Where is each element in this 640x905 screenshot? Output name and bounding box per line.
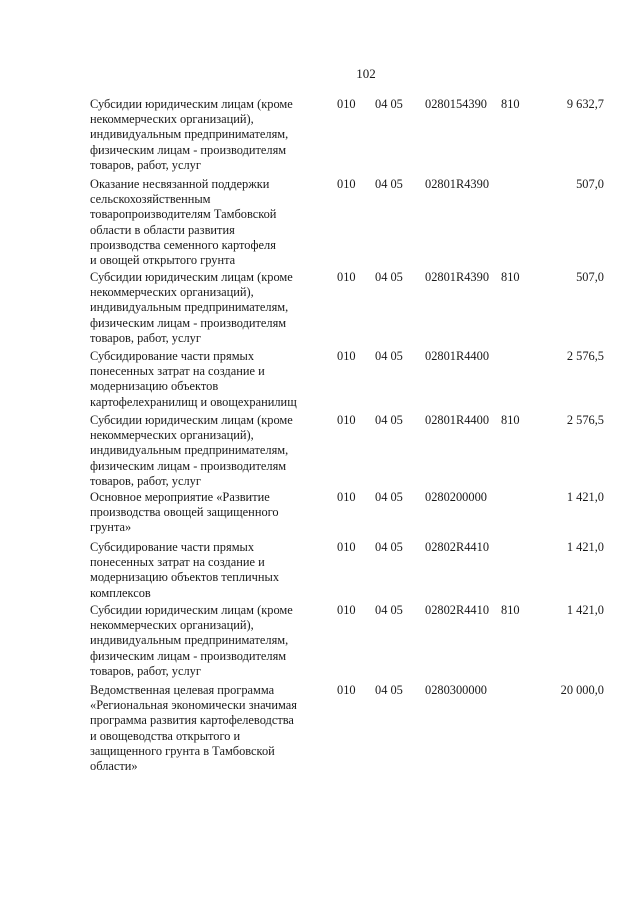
row-name-line: физическим лицам - производителям	[90, 315, 287, 330]
row-name-line: Ведомственная целевая программа	[90, 683, 275, 697]
row-target-code: 0280154390	[425, 97, 487, 111]
row-amount: 1 421,0	[566, 540, 604, 554]
row-expense-type: 810	[501, 413, 520, 427]
row-name-line: Субсидии юридическим лицам (кроме	[90, 603, 293, 617]
row-amount: 1 421,0	[566, 603, 604, 617]
row-name-line: области в области развития	[90, 222, 235, 237]
row-target-code: 0280300000	[425, 683, 487, 697]
row-target-code: 0280200000	[425, 490, 487, 504]
row-name-line: физическим лицам - производителям	[90, 142, 287, 157]
row-section: 04 05	[375, 349, 403, 363]
row-ministry: 010	[337, 603, 356, 617]
row-name-line: некоммерческих организаций),	[90, 618, 254, 633]
row-name-line: производства овощей защищенного	[90, 505, 279, 520]
row-section: 04 05	[375, 540, 403, 554]
row-target-code: 02802R4410	[425, 540, 490, 554]
row-section: 04 05	[375, 490, 403, 504]
row-name	[90, 97, 322, 173]
row-name-line: физическим лицам - производителям	[90, 648, 287, 663]
row-name-line: области»	[90, 759, 138, 774]
row-target-code: 02801R4390	[425, 270, 490, 284]
row-name	[90, 349, 322, 410]
row-name-line: понесенных затрат на создание и	[90, 364, 265, 379]
row-target-code: 02801R4400	[425, 349, 490, 363]
row-name-line: картофелехранилищ и овощехранилищ	[90, 394, 297, 409]
row-section: 04 05	[375, 270, 403, 284]
row-section: 04 05	[375, 603, 403, 617]
row-ministry: 010	[337, 97, 356, 111]
row-section: 04 05	[375, 413, 403, 427]
row-target-code: 02801R4390	[425, 177, 490, 191]
row-name-line: сельскохозяйственным	[90, 192, 211, 207]
row-name-line: некоммерческих организаций),	[90, 428, 254, 443]
row-name-line: программа развития картофелеводства	[90, 713, 294, 728]
row-name	[90, 603, 322, 679]
row-name-line: индивидуальным предпринимателям,	[90, 633, 289, 648]
row-ministry: 010	[337, 413, 356, 427]
row-amount: 2 576,5	[566, 349, 604, 363]
row-name-line: товаров, работ, услуг	[90, 663, 201, 678]
row-expense-type: 810	[501, 603, 520, 617]
row-name-line: Оказание несвязанной поддержки	[90, 177, 270, 191]
row-name-line: индивидуальным предпринимателям,	[90, 127, 289, 142]
row-name-line: Субсидии юридическим лицам (кроме	[90, 413, 293, 427]
row-name-line: товаров, работ, услуг	[90, 330, 201, 345]
row-name-line: производства семенного картофеля	[90, 237, 276, 252]
row-name	[90, 270, 322, 346]
row-amount: 507,0	[576, 177, 604, 191]
row-name	[90, 177, 322, 268]
row-amount: 20 000,0	[560, 683, 604, 697]
row-section: 04 05	[375, 97, 403, 111]
row-name-line: некоммерческих организаций),	[90, 285, 254, 300]
row-amount: 2 576,5	[566, 413, 604, 427]
row-name-line: Субсидирование части прямых	[90, 349, 255, 363]
row-name-line: индивидуальным предпринимателям,	[90, 300, 289, 315]
row-target-code: 02801R4400	[425, 413, 490, 427]
row-ministry: 010	[337, 270, 356, 284]
row-name-line: товаров, работ, услуг	[90, 157, 201, 172]
row-expense-type: 810	[501, 270, 520, 284]
row-amount: 9 632,7	[566, 97, 604, 111]
row-name-line: и овощеводства открытого и	[90, 728, 241, 743]
row-name-line: Субсидирование части прямых	[90, 540, 255, 554]
row-name-line: грунта»	[90, 520, 132, 535]
row-name-line: защищенного грунта в Тамбовской	[90, 743, 275, 758]
row-ministry: 010	[337, 349, 356, 363]
row-section: 04 05	[375, 683, 403, 697]
row-amount: 1 421,0	[566, 490, 604, 504]
row-name-line: некоммерческих организаций),	[90, 112, 254, 127]
row-amount: 507,0	[576, 270, 604, 284]
row-ministry: 010	[337, 540, 356, 554]
page-number: 102	[356, 66, 376, 81]
row-section: 04 05	[375, 177, 403, 191]
row-name-line: Основное мероприятие «Развитие	[90, 490, 270, 504]
row-ministry: 010	[337, 177, 356, 191]
row-expense-type: 810	[501, 97, 520, 111]
row-name	[90, 490, 322, 536]
row-name-line: товаров, работ, услуг	[90, 473, 201, 488]
row-name-line: понесенных затрат на создание и	[90, 555, 265, 570]
row-name-line: Субсидии юридическим лицам (кроме	[90, 270, 293, 284]
row-name-line: модернизацию объектов тепличных	[90, 570, 280, 585]
row-ministry: 010	[337, 490, 356, 504]
row-name	[90, 683, 322, 774]
row-name-line: товаропроизводителям Тамбовской	[90, 207, 277, 222]
row-target-code: 02802R4410	[425, 603, 490, 617]
row-name-line: «Региональная экономически значимая	[90, 698, 297, 713]
row-name-line: индивидуальным предпринимателям,	[90, 443, 289, 458]
row-name	[90, 413, 322, 489]
row-name-line: Субсидии юридическим лицам (кроме	[90, 97, 293, 111]
row-name-line: и овощей открытого грунта	[90, 253, 236, 268]
row-ministry: 010	[337, 683, 356, 697]
row-name-line: физическим лицам - производителям	[90, 458, 287, 473]
row-name-line: комплексов	[90, 585, 151, 600]
row-name	[90, 540, 322, 601]
row-name-line: модернизацию объектов	[90, 379, 219, 394]
